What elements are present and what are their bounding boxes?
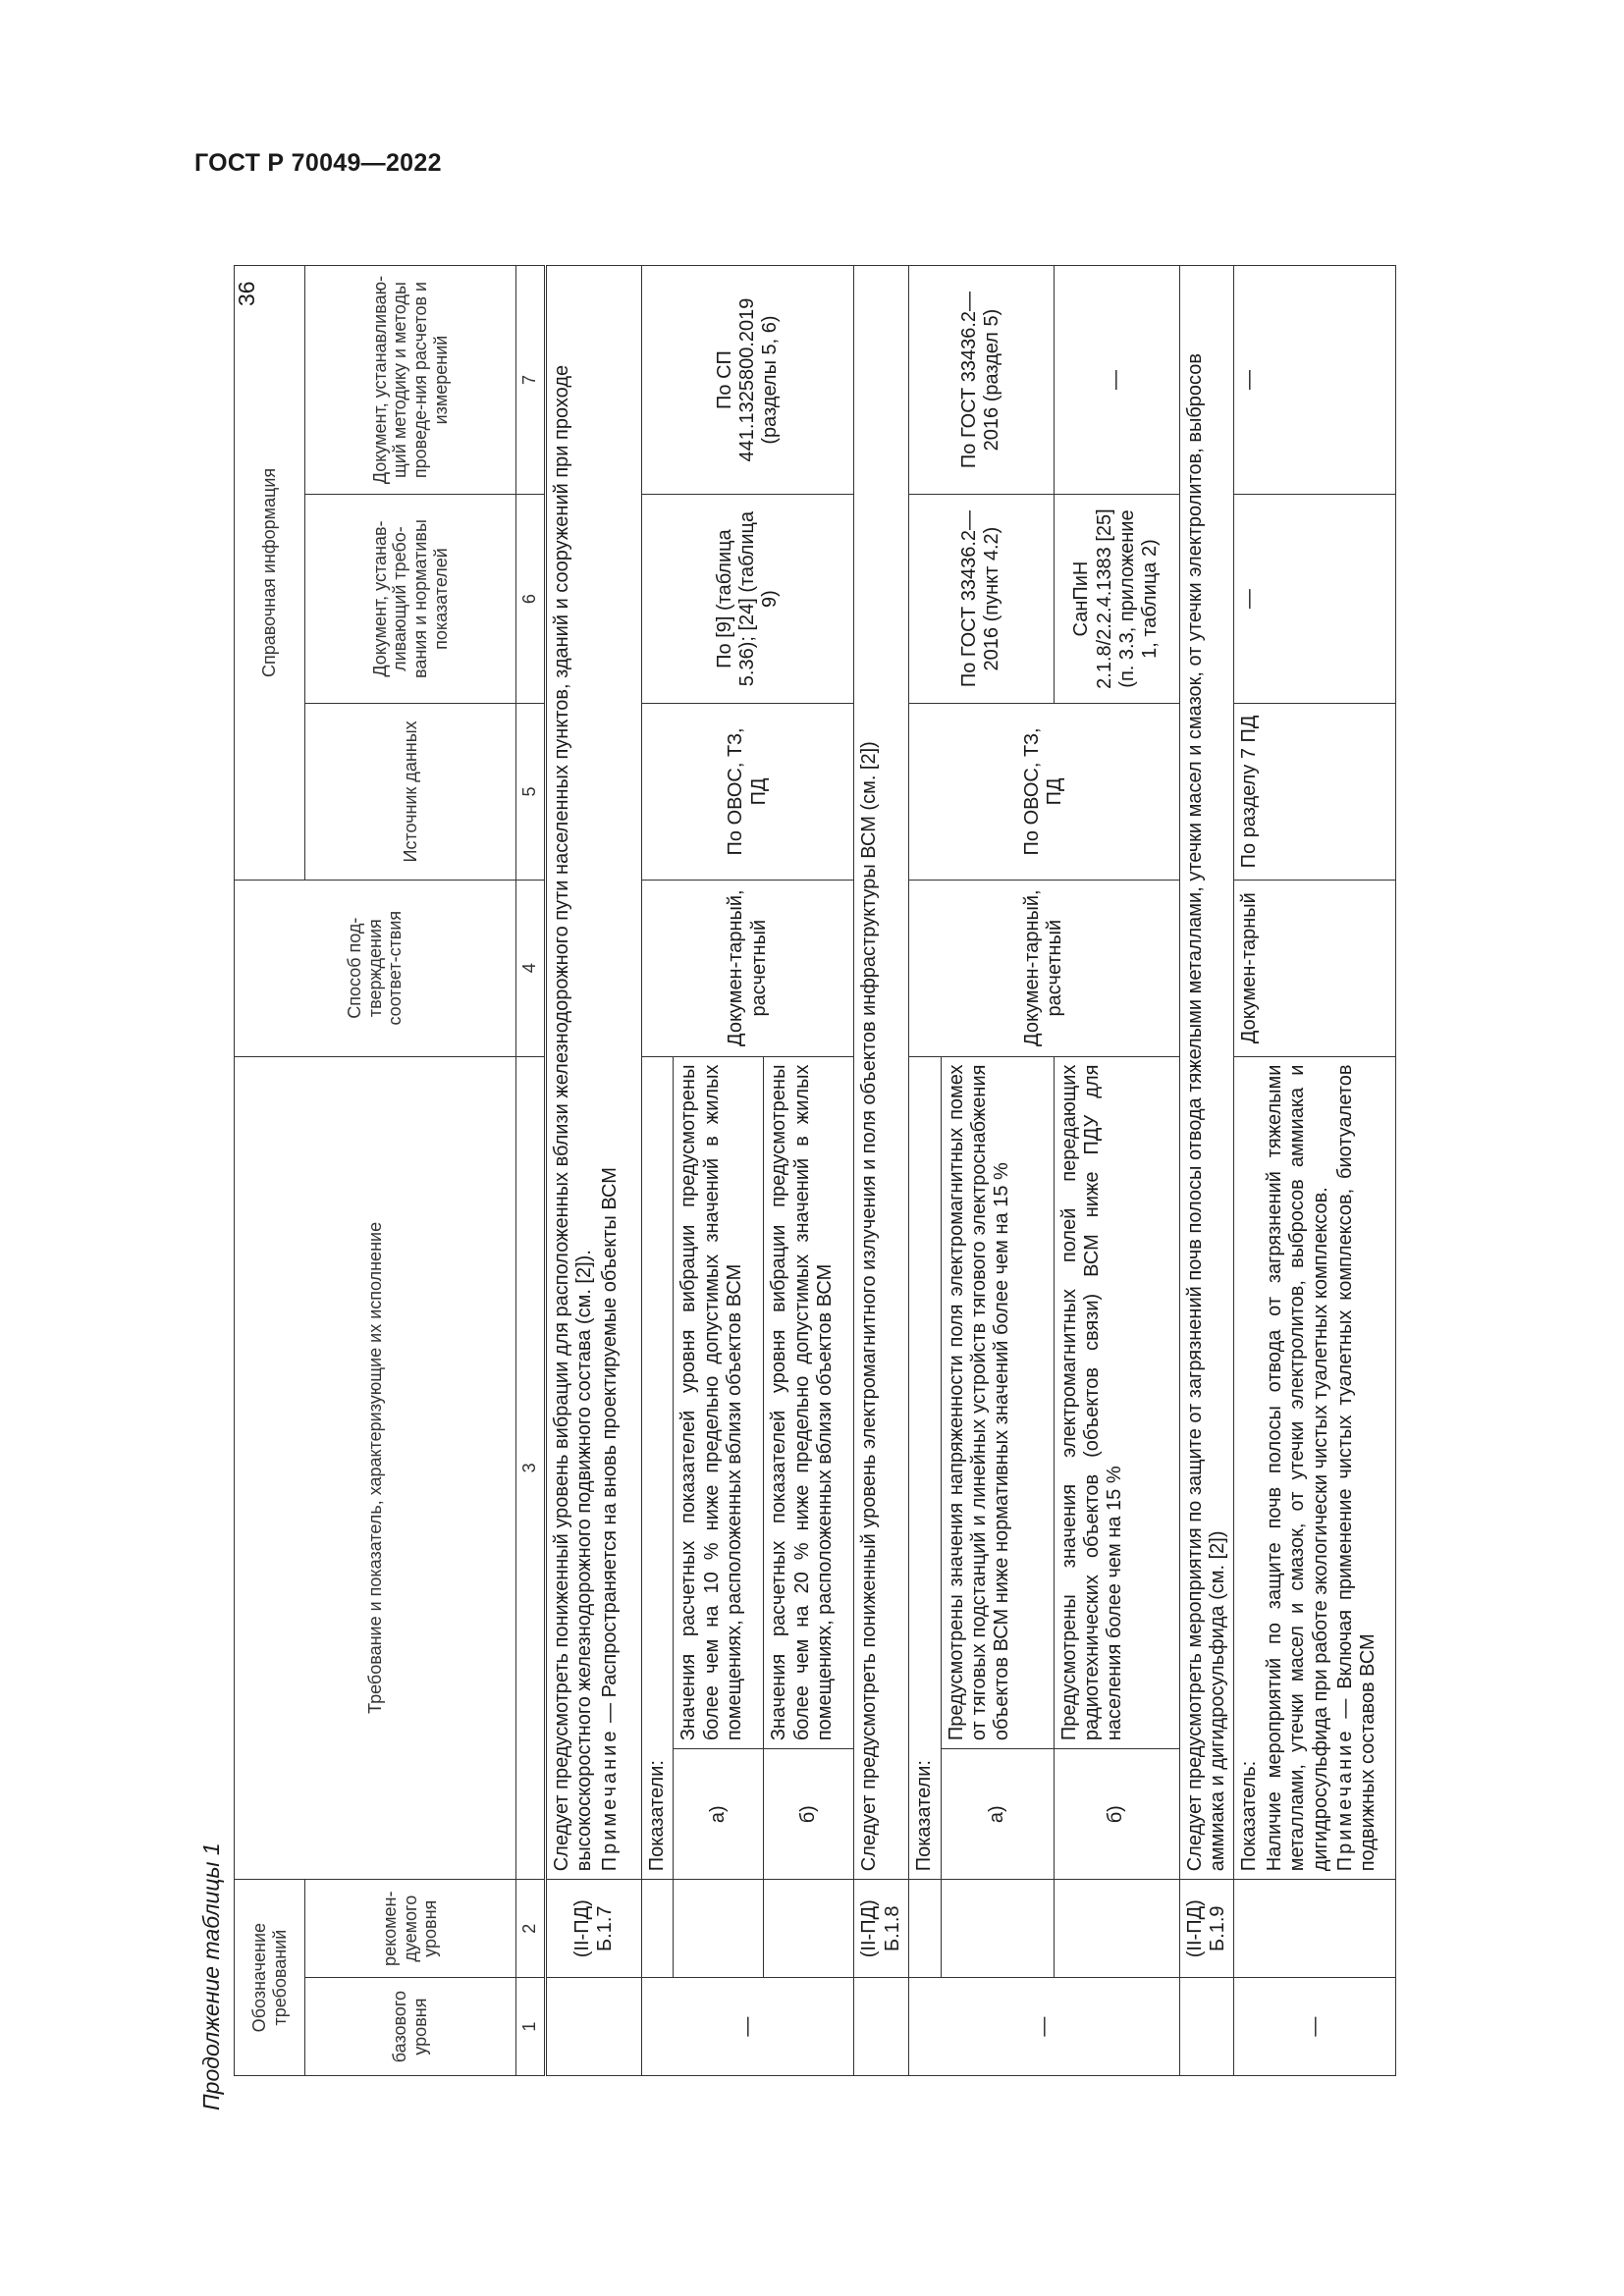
note-label: Примечание [1333, 1728, 1356, 1872]
table-caption: Продолжение таблицы 1 [198, 1842, 224, 2110]
method-document: — [1054, 266, 1179, 495]
requirement-document: По [9] (таблица 5.36); [24] (таблица 9) [642, 495, 854, 704]
item-text: Значения расчетных показателей уровня вибрации предусмотрены более чем на 10 % ниже предельно допустимых значений в жилых помещениях, расположенных вблизи объектов ВСМ [674, 1056, 764, 1749]
confirmation-method: Докумен-тарный, расчетный [642, 880, 854, 1056]
item-text: Значения расчетных показателей уровня вибрации предусмотрены более чем на 20 % ниже предельно допустимых значений в жилых помещениях, расположенных вблизи объектов ВСМ [764, 1056, 854, 1749]
method-document: — [1234, 266, 1396, 495]
base-level-dash: — [1234, 1978, 1396, 2076]
col-number: 1 [516, 1978, 546, 2076]
table-row-spacer [1179, 1978, 1234, 2076]
item-text: Предусмотрены значения напряженности поля электромагнитных помех от тяговых подстанций и линейных устройств тягового электроснабжения объектов ВСМ ниже нормативных значений более чем на 15 % [941, 1056, 1054, 1749]
header-doc-methods: Документ, устанавливаю-щий методику и методы проведе-ния расчетов и измерений [305, 266, 516, 495]
requirement-document: СанПиН 2.1.8/2.2.4.1383 [25] (п. 3.3, приложение 1, таблица 2) [1054, 495, 1179, 704]
col-number: 6 [516, 495, 546, 704]
requirement-statement: Следует предусмотреть мероприятия по защите от загрязнений почв полосы отвода тяжелыми металлами, утечки масел и смазок, от утечки электролитов, выбросов аммиака и дигидросульфида (см. [2]) [1179, 266, 1234, 1880]
col-number: 3 [516, 1056, 546, 1880]
header-recommended-level: рекомен-дуемого уровня [305, 1880, 516, 1978]
col-number: 2 [516, 1880, 546, 1978]
requirement-note [599, 274, 622, 1871]
page-number: 36 [234, 281, 259, 306]
requirements-table [234, 265, 1396, 2076]
item-label: б) [764, 1749, 854, 1880]
requirement-statement [546, 266, 642, 1880]
data-source: По разделу 7 ПД [1234, 704, 1396, 881]
data-source: По ОВОС, ТЗ, ПД [642, 704, 854, 881]
table-cell-empty [941, 1880, 1054, 1978]
table-cell-empty [764, 1880, 854, 1978]
item-label: а) [941, 1749, 1054, 1880]
item-text: Предусмотрены значения электромагнитных полей передающих радиотехнических объектов (объектов связи) ВСМ ниже ПДУ для населения более чем на 15 % [1054, 1056, 1179, 1749]
table-row-spacer [546, 1978, 642, 2076]
col-number: 7 [516, 266, 546, 495]
note-label: Примечание [598, 1728, 621, 1872]
table-cell-empty [1234, 1880, 1396, 1978]
header-base-level: базового уровня [305, 1978, 516, 2076]
indicator-block [1234, 1056, 1396, 1880]
requirement-text: Следует предусмотреть пониженный уровень вибрации для расположенных вблизи железнодорожного пути населенных пунктов, зданий и сооружений при проходе высокоскоростного железнодорожного подвижного состава (см. [2]). [551, 364, 596, 1872]
header-source: Источник данных [305, 704, 516, 881]
base-level-dash: — [909, 1978, 1179, 2076]
requirement-document: — [1234, 495, 1396, 704]
requirement-note [1334, 1065, 1380, 1872]
note-text: — Распространяется на вновь проектируемые объекты ВСМ [598, 1167, 621, 1729]
requirement-code: (II-ПД) Б.1.8 [854, 1880, 909, 1978]
method-document: По СП 441.1325800.2019 (разделы 5, 6) [642, 266, 854, 495]
table-row-spacer [854, 1978, 909, 2076]
note-text: — Включая применение чистых туалетных комплексов, биотуалетов подвижных составов ВСМ [1333, 1064, 1380, 1872]
requirement-code: (II-ПД) Б.1.7 [546, 1880, 642, 1978]
header-doc-requirements: Документ, устанав-ливающий требо-вания и нормативы показателей [305, 495, 516, 704]
document-title: ГОСТ Р 70049—2022 [194, 149, 442, 177]
indicators-label: Показатель: [1238, 1760, 1261, 1872]
table-cell-empty [674, 1880, 764, 1978]
indicators-label: Показатели: [642, 1056, 674, 1880]
data-source: По ОВОС, ТЗ, ПД [909, 704, 1179, 881]
method-document: По ГОСТ 33436.2—2016 (раздел 5) [909, 266, 1054, 495]
item-text: Наличие мероприятий по защите почв полосы отвода от загрязнений тяжелыми металлами, утечки масел и смазок, от утечки электролитов, выбросов аммиака и дигидросульфида при работе экологически чистых туалетных комплексов. [1263, 1064, 1331, 1872]
confirmation-method: Докумен-тарный, расчетный [909, 880, 1179, 1056]
item-label: а) [674, 1749, 764, 1880]
table-cell-empty [1054, 1880, 1179, 1978]
item-label: б) [1054, 1749, 1179, 1880]
table-cell-empty [909, 1880, 941, 1978]
col-number: 5 [516, 704, 546, 881]
base-level-dash: — [642, 1978, 854, 2076]
requirement-code: (II-ПД) Б.1.9 [1179, 1880, 1234, 1978]
table-cell-empty [642, 1880, 674, 1978]
requirement-document: По ГОСТ 33436.2—2016 (пункт 4.2) [909, 495, 1054, 704]
confirmation-method: Докумен-тарный [1234, 880, 1396, 1056]
requirement-statement: Следует предусмотреть пониженный уровень электромагнитного излучения и поля объектов инфраструктуры ВСМ (см. [2]) [854, 266, 909, 1880]
header-requirement: Требование и показатель, характеризующие их исполнение [235, 1056, 516, 1880]
landscape-content [185, 265, 1483, 2110]
col-number: 4 [516, 880, 546, 1056]
indicators-label: Показатели: [909, 1056, 941, 1880]
header-reference: Справочная информация [235, 266, 305, 881]
header-method: Способ под-тверждения соответ-ствия [235, 880, 516, 1056]
header-designation: Обозначение требований [235, 1880, 305, 2076]
